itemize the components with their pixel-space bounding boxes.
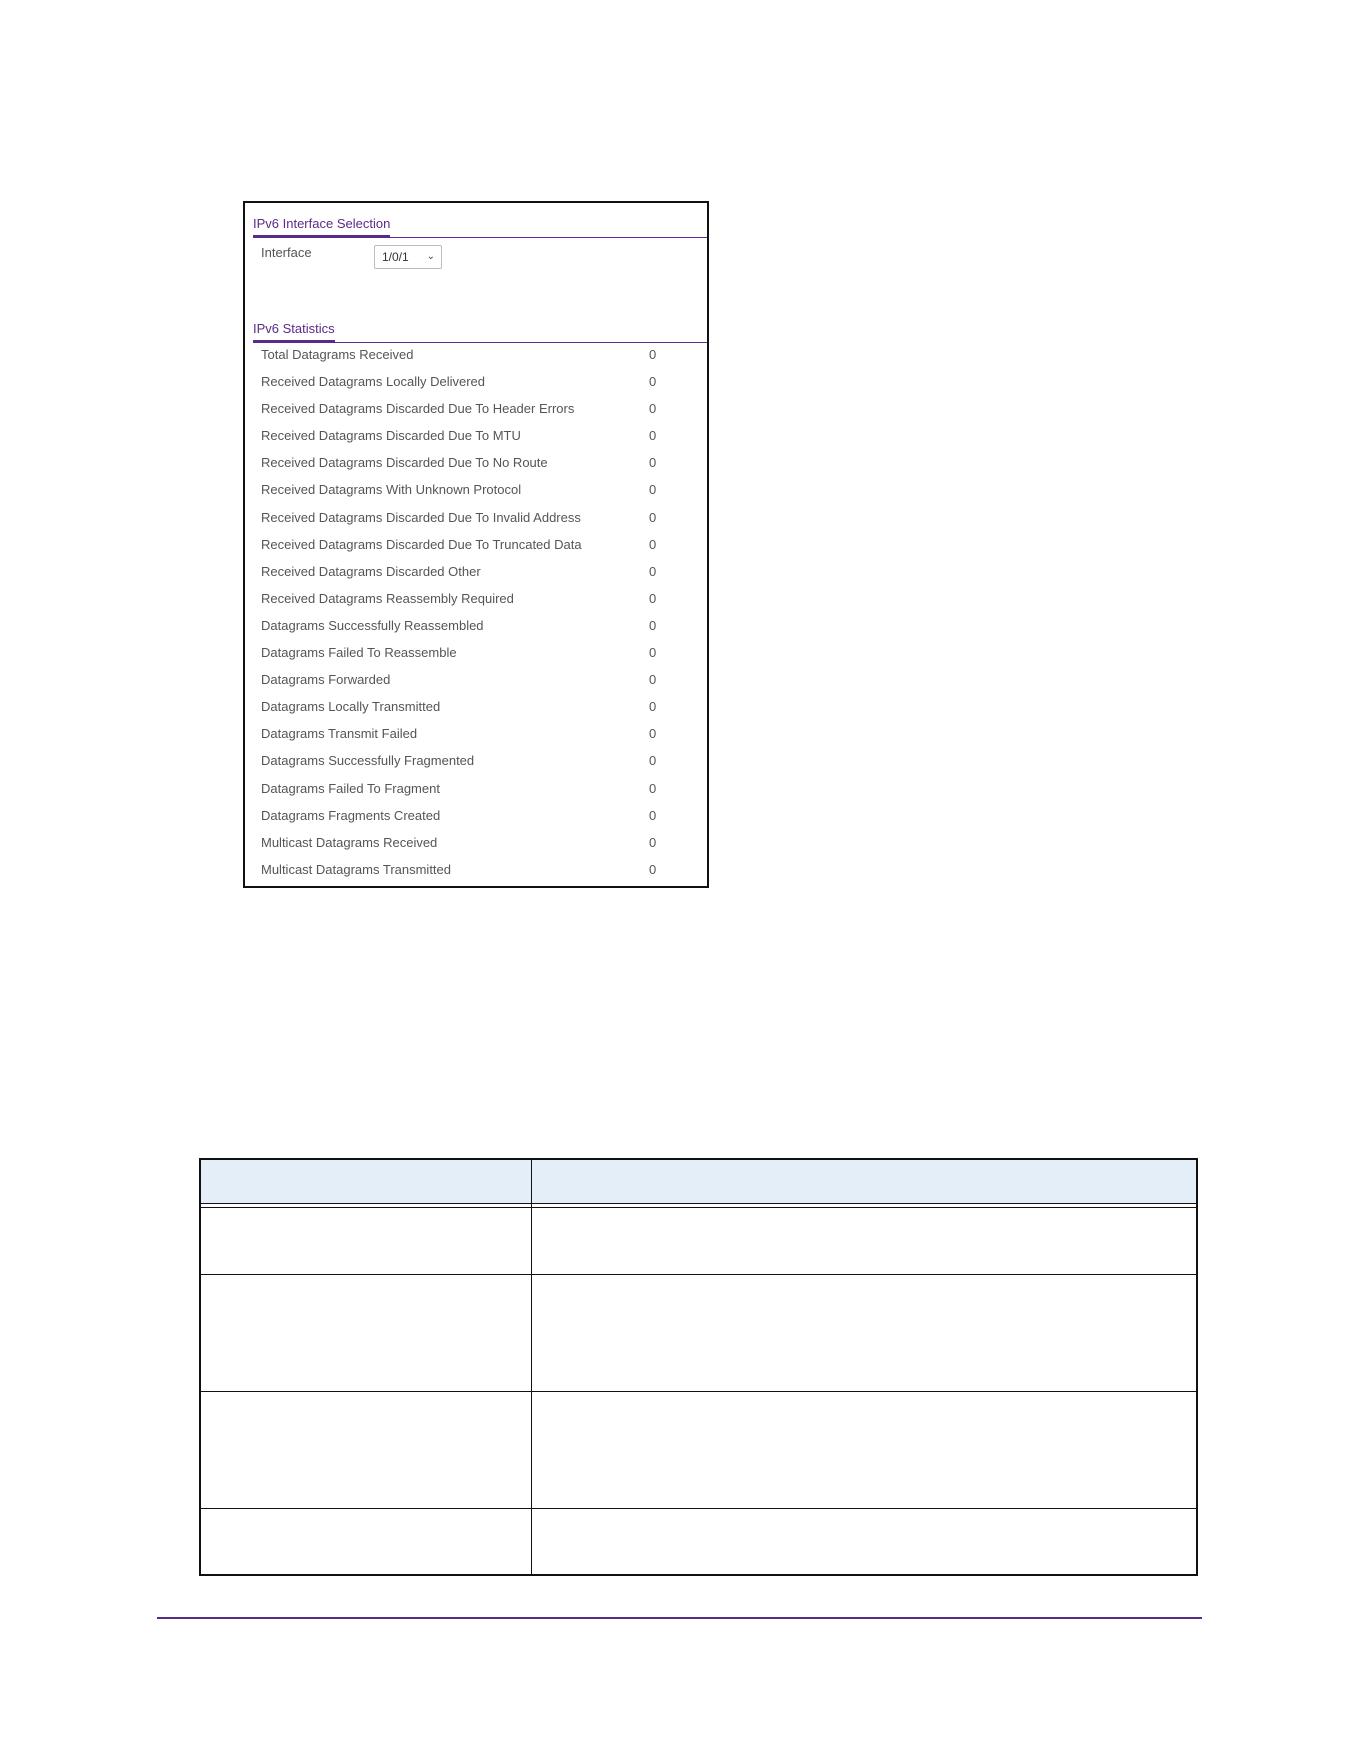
stat-row — [261, 780, 681, 807]
stat-row — [261, 671, 681, 698]
statistics-list — [261, 346, 681, 888]
stat-value: 0 — [649, 672, 657, 688]
statistics-header — [253, 314, 707, 343]
interface-selection-title: IPv6 Interface Selection — [253, 216, 390, 238]
stat-label: Multicast Datagrams Received — [261, 834, 438, 850]
stat-label: Datagrams Transmit Failed — [261, 726, 418, 742]
table-row-divider — [201, 1274, 1196, 1275]
stat-label: Datagrams Failed To Reassemble — [261, 645, 457, 661]
stat-label: Received Datagrams Discarded Due To Header Errors — [261, 401, 575, 417]
stat-row — [261, 400, 681, 427]
stat-value: 0 — [649, 482, 657, 498]
stat-value: 0 — [649, 699, 657, 715]
stat-value: 0 — [649, 726, 657, 742]
interface-label: Interface — [261, 245, 312, 260]
stat-value: 0 — [649, 807, 657, 823]
stat-label: Multicast Datagrams Transmitted — [261, 861, 452, 877]
stat-label: Received Datagrams Discarded Due To Invalid Address — [261, 509, 581, 525]
stat-label: Datagrams Failed To Fragment — [261, 780, 440, 796]
stat-row — [261, 563, 681, 590]
stat-value: 0 — [649, 401, 657, 417]
stat-label: Datagrams Fragments Created — [261, 807, 441, 823]
stat-row — [261, 509, 681, 536]
footer-rule — [157, 1617, 1202, 1619]
chevron-down-icon: ⌄ — [426, 251, 435, 262]
stat-value: 0 — [649, 834, 657, 850]
stat-value: 0 — [649, 861, 657, 877]
table-header-divider — [201, 1207, 1196, 1208]
stat-value: 0 — [649, 780, 657, 796]
stat-row — [261, 373, 681, 400]
table-row-divider — [201, 1391, 1196, 1392]
table-row-divider — [201, 1508, 1196, 1509]
stat-row — [261, 481, 681, 508]
stat-row — [261, 698, 681, 725]
stat-label: Received Datagrams Discarded Due To MTU — [261, 428, 521, 444]
statistics-title: IPv6 Statistics — [253, 321, 335, 343]
stat-row — [261, 590, 681, 617]
stat-label: Datagrams Forwarded — [261, 672, 391, 688]
stat-row — [261, 617, 681, 644]
table-header-row — [201, 1160, 1196, 1204]
interface-select-value: 1/0/1 — [382, 250, 409, 264]
stat-row — [261, 861, 681, 888]
stat-row — [261, 644, 681, 671]
stat-row — [261, 725, 681, 752]
stat-value: 0 — [649, 590, 657, 606]
interface-selection-header — [253, 209, 707, 238]
stat-value: 0 — [649, 617, 657, 633]
stat-value: 0 — [649, 753, 657, 769]
stat-label: Datagrams Successfully Fragmented — [261, 753, 475, 769]
stat-value: 0 — [649, 347, 657, 362]
stat-value: 0 — [649, 509, 657, 525]
stat-label: Received Datagrams With Unknown Protocol — [261, 482, 522, 498]
stat-row — [261, 834, 681, 861]
stat-label: Received Datagrams Discarded Due To No Route — [261, 455, 548, 471]
stat-label: Datagrams Locally Transmitted — [261, 699, 441, 715]
field-description-table — [199, 1158, 1198, 1576]
stat-row — [261, 752, 681, 779]
ipv6-statistics-panel — [243, 201, 709, 888]
stat-label: Received Datagrams Reassembly Required — [261, 590, 514, 606]
stat-label: Received Datagrams Discarded Due To Truncated Data — [261, 536, 582, 552]
stat-label: Received Datagrams Discarded Other — [261, 563, 481, 579]
stat-row — [261, 536, 681, 563]
stat-value: 0 — [649, 645, 657, 661]
stat-row — [261, 346, 681, 373]
stat-value: 0 — [649, 536, 657, 552]
stat-label: Datagrams Successfully Reassembled — [261, 617, 484, 633]
stat-value: 0 — [649, 455, 657, 471]
stat-label: Received Datagrams Locally Delivered — [261, 374, 485, 390]
table-column-divider — [531, 1160, 532, 1574]
stat-row — [261, 807, 681, 834]
stat-value: 0 — [649, 428, 657, 444]
stat-row — [261, 427, 681, 454]
stat-row — [261, 454, 681, 481]
interface-select[interactable] — [374, 245, 442, 269]
stat-value: 0 — [649, 374, 657, 390]
stat-label: Total Datagrams Received — [261, 347, 414, 362]
stat-value: 0 — [649, 563, 657, 579]
